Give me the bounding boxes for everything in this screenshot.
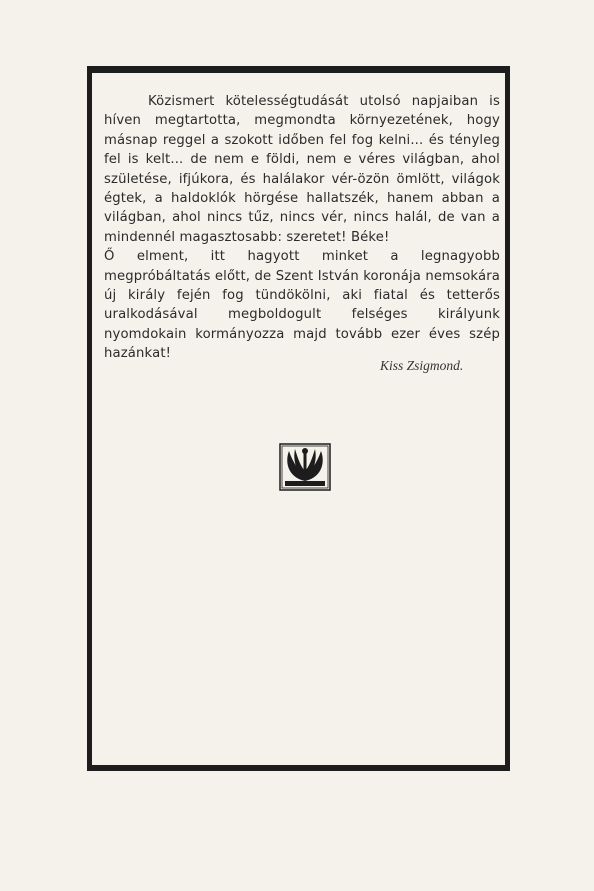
ornament-icon (279, 443, 331, 491)
paragraph-1: Közismert kötelességtudását utolsó napjaiban is híven megtartotta, megmondta környezetének, hogy másnap reggel a szokott időben fel fog kelni... és tényleg fel is kelt... de nem e földi, nem e véres világban, ahol születése, ifjúkora, és halálakor vér-özön ömlött, világok égtek, a haldoklók hörgése hallatszék, hanem abban a világban, ahol nincs tűz, nincs vér, nincs halál, de van a mindennél magasztosabb: szeretet! Béke! (104, 94, 500, 245)
paragraph-2: Ő elment, itt hagyott minket a legnagyobb megpróbáltatás előtt, de Szent István koronája nemsokára új király fején fog tündökölni, aki fiatal és tetterős uralkodásával megboldogult felséges királyunk nyomdokain kormányozza majd tovább ezer éves szép hazánkat! (104, 249, 500, 362)
body-text (104, 92, 500, 364)
author-signature: Kiss Zsigmond. (380, 358, 464, 373)
